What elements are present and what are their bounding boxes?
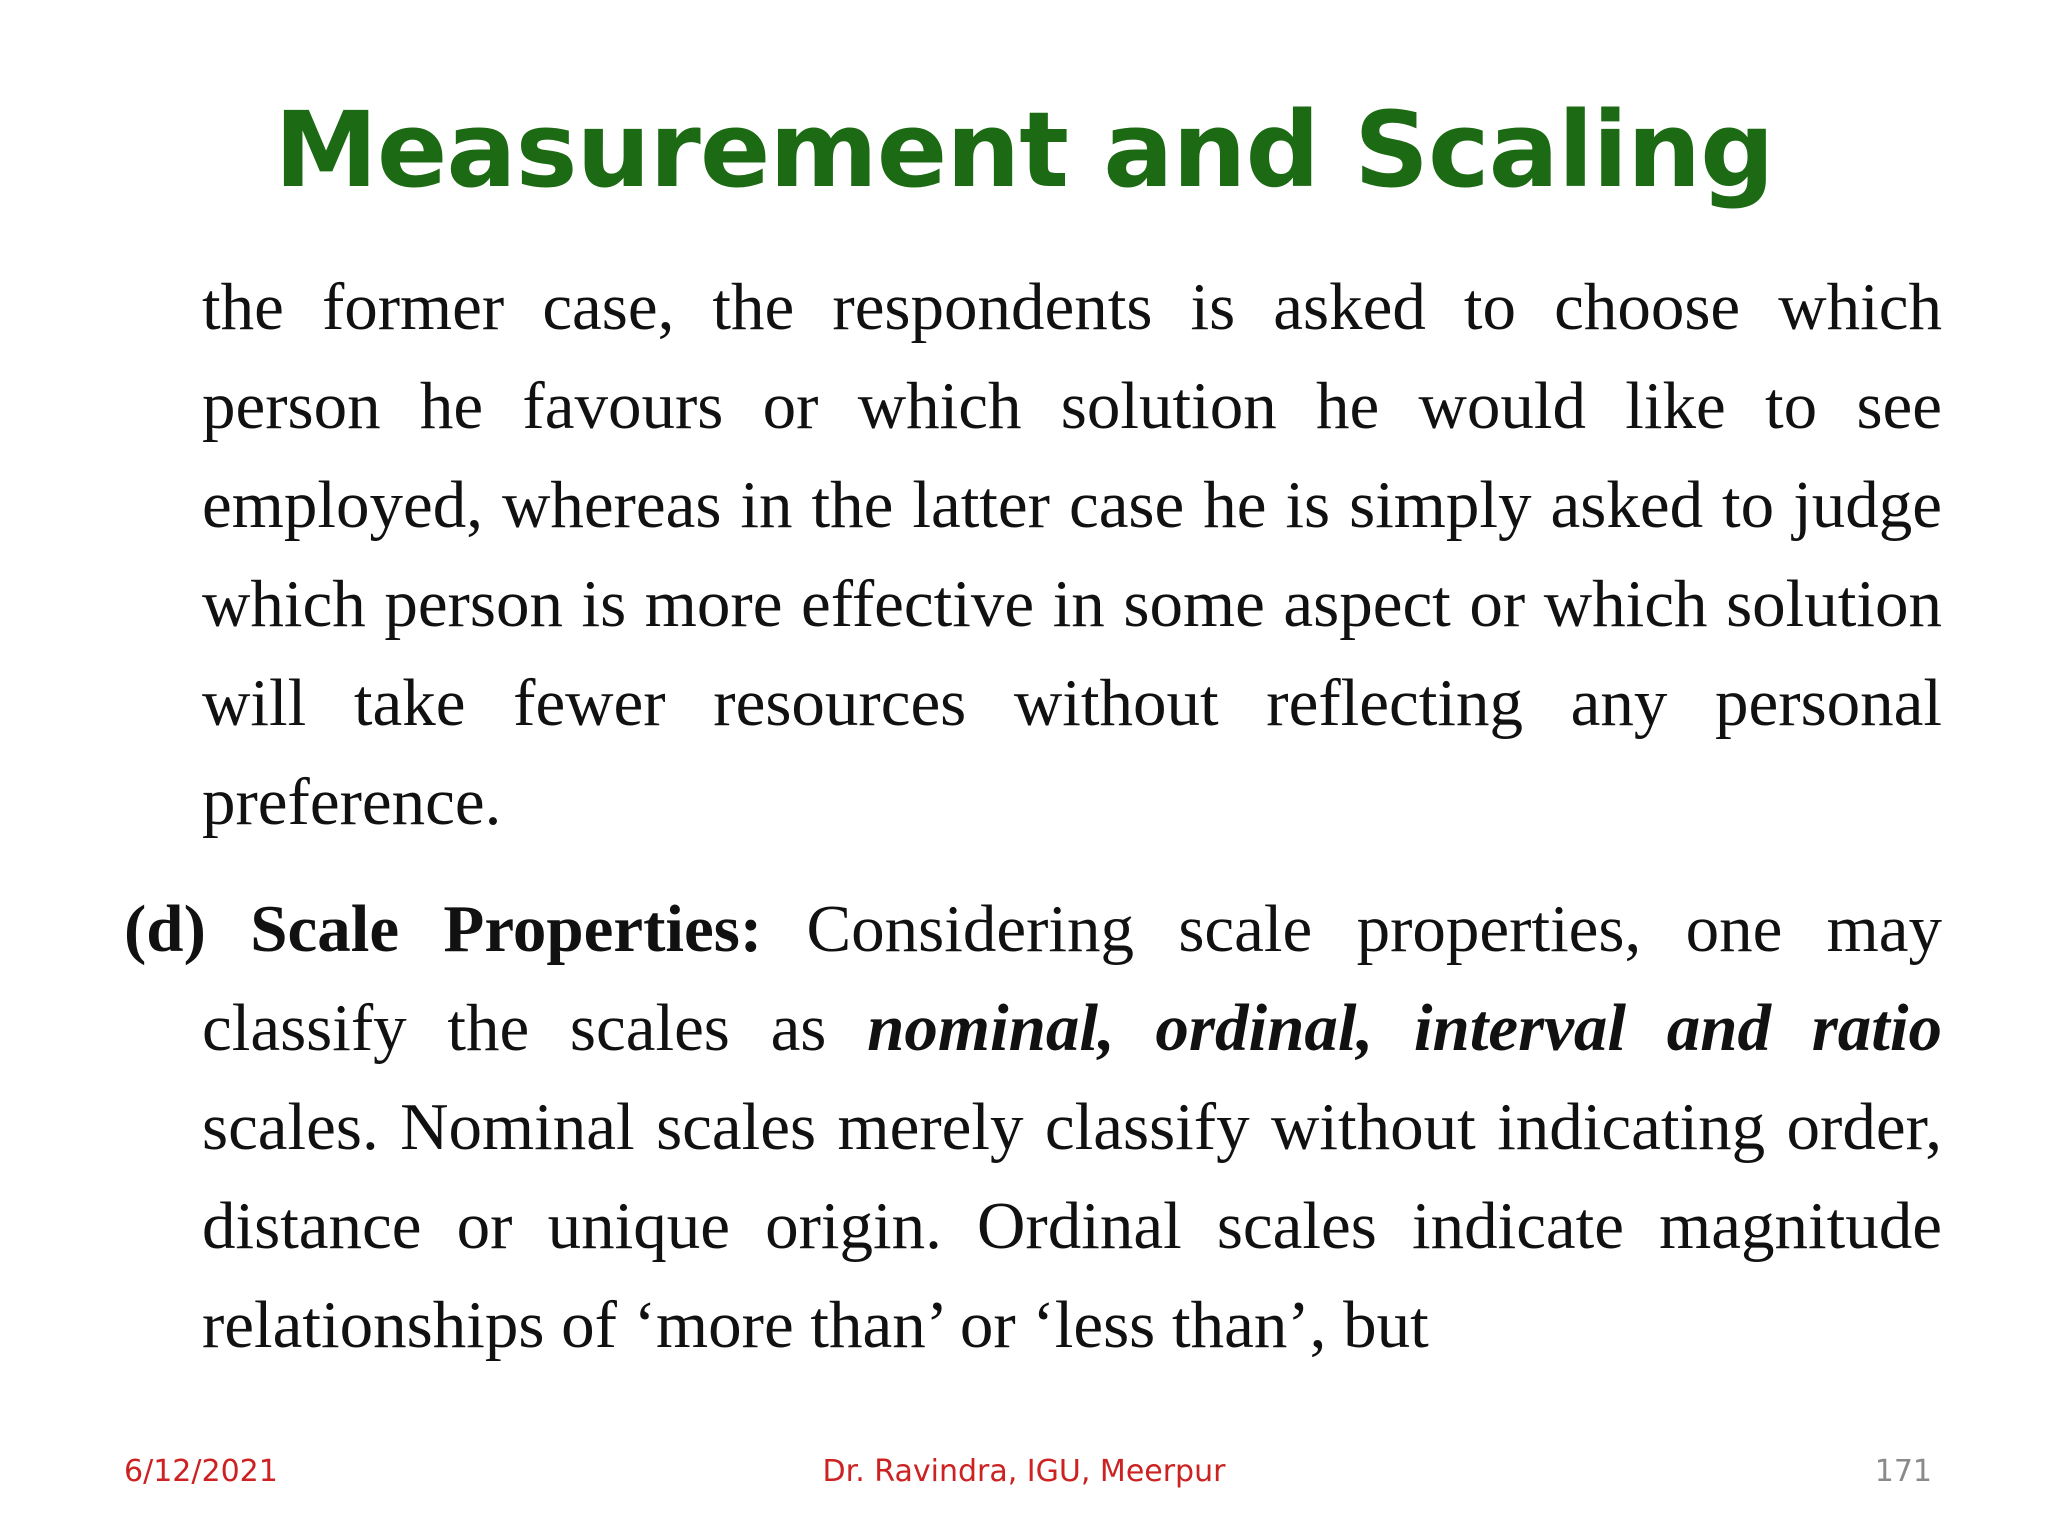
paragraph-scale-properties [124,880,1942,1375]
slide-title: Measurement and Scaling [274,89,1774,211]
scale-properties-label: (d) Scale Properties: [124,892,763,966]
scale-properties-text-before: Considering scale properties, one may classify the scales as [202,892,1943,1065]
scale-types-emphasis: nominal, ordinal, interval and ratio [867,991,1942,1065]
footer-author: Dr. Ravindra, IGU, Meerpur [822,1454,1226,1489]
scale-properties-text-after: scales. Nominal scales merely classify without indicating order, distance or unique origin. Ordinal scales indicate magnitude relationships of ‘more than’ or ‘less than’, but [202,1090,1942,1362]
paragraph-comparative-scales: the former case, the respondents is asked to choose which person he favours or which solution he would like to see employed, whereas in the latter case he is simply asked to judge which person is more effective in some aspect or which solution will take fewer resources without reflecting any personal preference. [202,270,1942,839]
footer-page-number: 171 [1874,1454,1932,1489]
footer-date: 6/12/2021 [124,1454,278,1489]
